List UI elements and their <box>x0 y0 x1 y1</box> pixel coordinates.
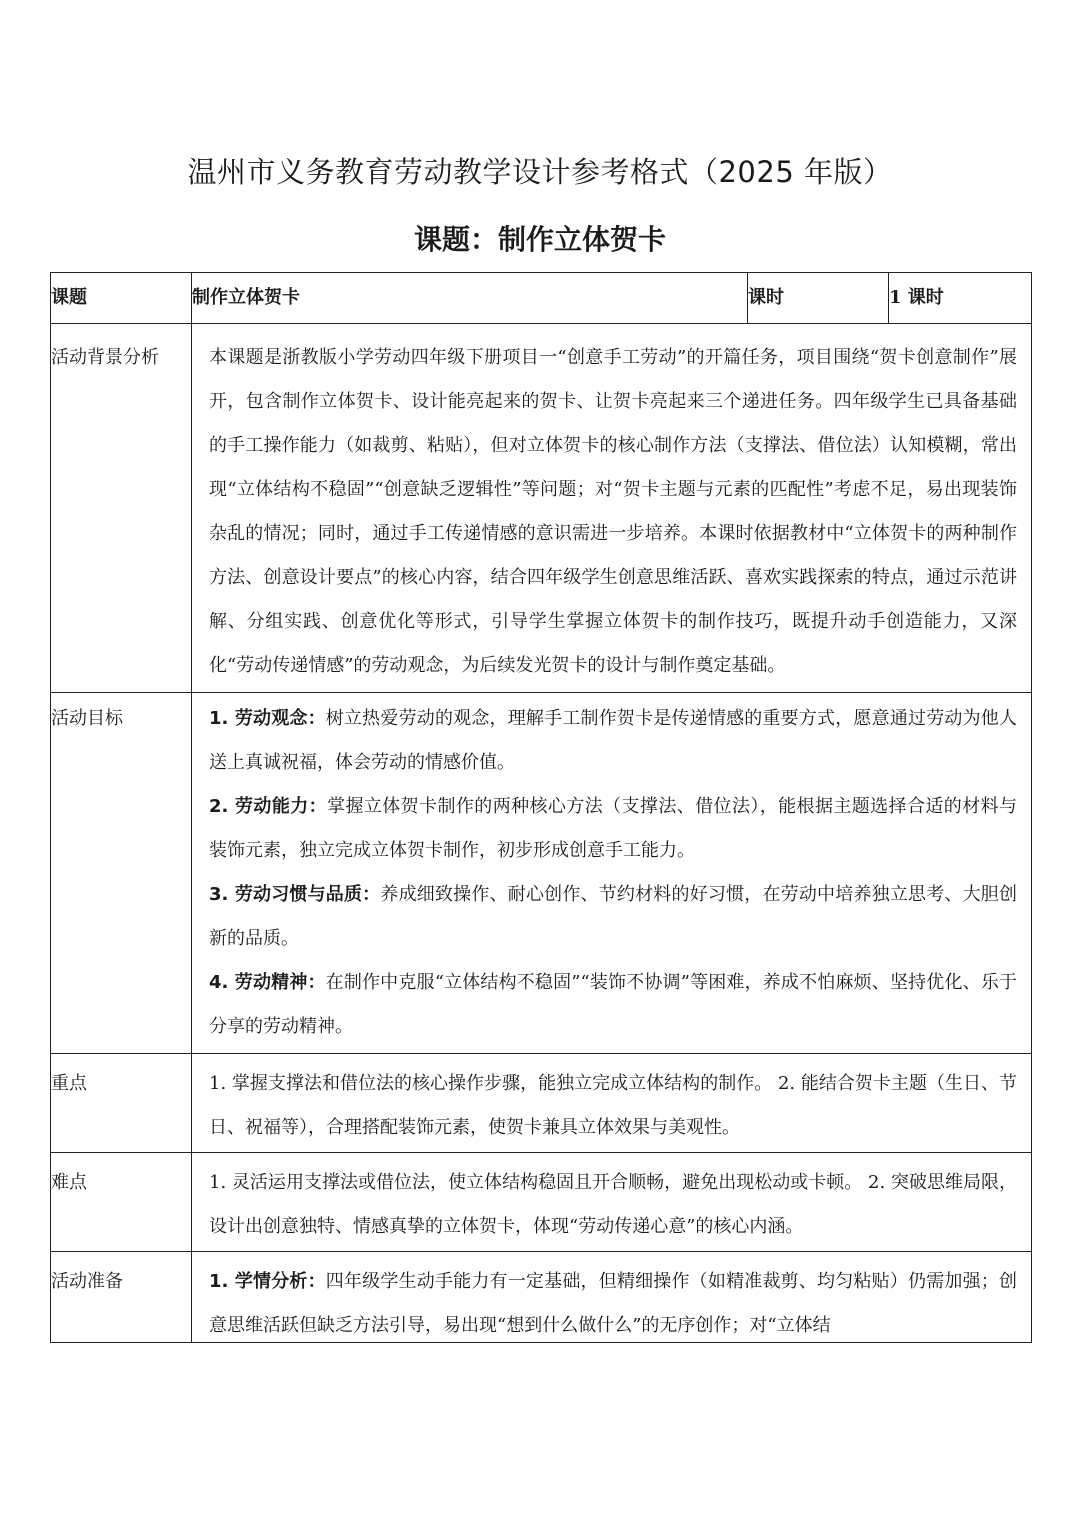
topic-value: 制作立体贺卡 <box>192 273 748 324</box>
hours-value: 1 课时 <box>889 273 1032 324</box>
background-text: 本课题是浙教版小学劳动四年级下册项目一“创意手工劳动”的开篇任务，项目围绕“贺卡创意制作”展开，包含制作立体贺卡、设计能亮起来的贺卡、让贺卡亮起来三个递进任务。四年级学生已具备基础的手工操作能力（如裁剪、粘贴），但对立体贺卡的核心制作方法（支撑法、借位法）认知模糊，常出现“立体结构不稳固”“创意缺乏逻辑性”等问题；对“贺卡主题与元素的匹配性”考虑不足，易出现装饰杂乱的情况；同时，通过手工传递情感的意识需进一步培养。本课时依据教材中“立体贺卡的两种制作方法、创意设计要点”的核心内容，结合四年级学生创意思维活跃、喜欢实践探索的特点，通过示范讲解、分组实践、创意优化等形式，引导学生掌握立体贺卡的制作技巧，既提升动手创造能力，又深化“劳动传递情感”的劳动观念，为后续发光贺卡的设计与制作奠定基础。 <box>209 347 1017 676</box>
background-cell <box>192 324 1032 693</box>
preparation-label: 活动准备 <box>51 1252 192 1343</box>
difficulties-text: 1. 灵活运用支撑法或借位法，使立体结构稳固且开合顺畅，避免出现松动或卡顿。 2. 突破思维局限，设计出创意独特、情感真挚的立体贺卡，体现“劳动传递心意”的核心内涵。 <box>209 1172 1017 1237</box>
table-row-background <box>51 324 1032 693</box>
goal-item <box>209 697 1017 785</box>
topic-label: 课题 <box>51 273 192 324</box>
key-points-label: 重点 <box>51 1054 192 1153</box>
goal-title: 1. 劳动观念： <box>209 708 326 729</box>
lesson-plan-table <box>50 272 1032 1343</box>
document-title: 温州市义务教育劳动教学设计参考格式（2025 年版） <box>187 155 893 189</box>
goal-item <box>209 961 1017 1049</box>
hours-label: 课时 <box>748 273 889 324</box>
preparation-item <box>209 1260 1017 1342</box>
goal-text: 掌握立体贺卡制作的两种核心方法（支撑法、借位法），能根据主题选择合适的材料与装饰元素，独立完成立体贺卡制作，初步形成创意手工能力。 <box>209 796 1017 861</box>
goals-label: 活动目标 <box>51 693 192 1054</box>
preparation-text: 四年级学生动手能力有一定基础，但精细操作（如精准裁剪、均匀粘贴）仍需加强；创意思维活跃但缺乏方法引导，易出现“想到什么做什么”的无序创作；对“立体结 <box>209 1271 1017 1336</box>
key-points-text: 1. 掌握支撑法和借位法的核心操作步骤，能独立完成立体结构的制作。 2. 能结合贺卡主题（生日、节日、祝福等），合理搭配装饰元素，使贺卡兼具立体效果与美观性。 <box>209 1073 1017 1138</box>
goal-text: 养成细致操作、耐心创作、节约材料的好习惯，在劳动中培养独立思考、大胆创新的品质。 <box>209 884 1017 949</box>
goal-title: 2. 劳动能力： <box>209 796 328 817</box>
goal-title: 3. 劳动习惯与品质： <box>209 884 381 905</box>
goal-text: 树立热爱劳动的观念，理解手工制作贺卡是传递情感的重要方式，愿意通过劳动为他人送上真诚祝福，体会劳动的情感价值。 <box>209 708 1017 773</box>
key-points-cell <box>192 1054 1032 1153</box>
table-row-goals <box>51 693 1032 1054</box>
goals-cell <box>192 693 1032 1054</box>
lesson-heading: 课题：制作立体贺卡 <box>413 223 666 256</box>
difficulties-label: 难点 <box>51 1153 192 1252</box>
table-row-key-points <box>51 1054 1032 1153</box>
difficulties-cell <box>192 1153 1032 1252</box>
background-label: 活动背景分析 <box>51 324 192 693</box>
goal-text: 在制作中克服“立体结构不稳固”“装饰不协调”等困难，养成不怕麻烦、坚持优化、乐于分享的劳动精神。 <box>209 972 1017 1037</box>
preparation-cell <box>192 1252 1032 1343</box>
preparation-title: 1. 学情分析： <box>209 1271 326 1292</box>
table-row-difficulties <box>51 1153 1032 1252</box>
goal-title: 4. 劳动精神： <box>209 972 326 993</box>
table-row-preparation <box>51 1252 1032 1343</box>
goal-item <box>209 785 1017 873</box>
goal-item <box>209 873 1017 961</box>
table-row-topic <box>51 273 1032 324</box>
